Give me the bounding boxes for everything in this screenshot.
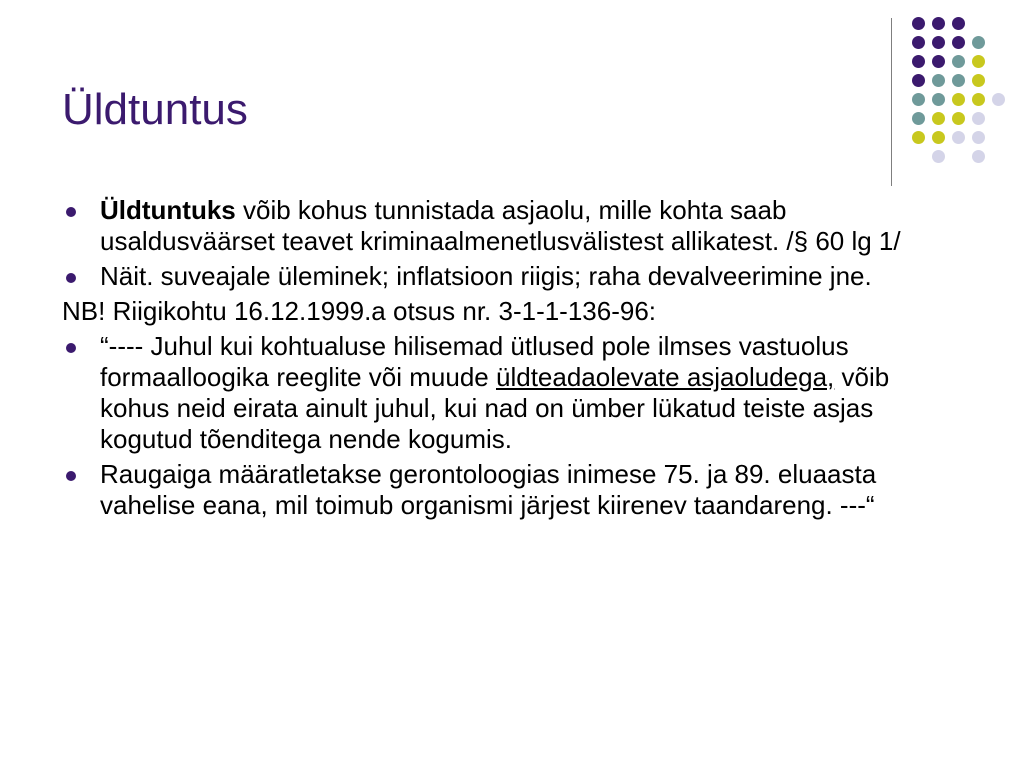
decorative-dot: [932, 150, 945, 163]
bullet-item: [62, 331, 962, 455]
decorative-dot: [932, 17, 945, 30]
decorative-dot: [952, 93, 965, 106]
bullet-icon: [66, 343, 76, 353]
decorative-dot: [952, 55, 965, 68]
bullet-icon: [66, 471, 76, 481]
bullet-icon: [66, 207, 76, 217]
bold-term: Üldtuntuks: [100, 195, 236, 225]
quote-text-start: “---- Juhul kui kohtualuse hilisemad ütlused pole ilmses vastuolus formaalloogika reeglite või muude: [100, 331, 849, 392]
decorative-dot: [912, 17, 925, 30]
bullet-item: [62, 195, 962, 257]
decorative-dot: [952, 131, 965, 144]
decorative-dot: [912, 74, 925, 87]
bullet-text: Näit. suveajale üleminek; inflatsioon riigis; raha devalveerimine jne.: [100, 261, 872, 291]
slide-body: [62, 195, 962, 525]
decorative-dot: [972, 93, 985, 106]
decorative-dot: [972, 55, 985, 68]
decorative-dot: [972, 131, 985, 144]
decorative-dot: [952, 36, 965, 49]
decorative-dot: [932, 55, 945, 68]
decorative-dot: [932, 74, 945, 87]
decorative-dot: [932, 131, 945, 144]
decorative-dot: [952, 74, 965, 87]
quote-text-end: võib kohus neid eirata ainult juhul, kui nad on ümber lükatud teiste asjas kogutud tõenditega nende kogumis.: [100, 362, 890, 454]
bullet-text: Raugaiga määratletakse gerontoloogias inimese 75. ja 89. eluaasta vahelise eana, mil toimub organismi järjest kiirenev taandareng. ---“: [100, 459, 877, 520]
note-text: NB! Riigikohtu 16.12.1999.a otsus nr. 3-1-1-136-96:: [62, 296, 657, 326]
decorative-dot: [952, 112, 965, 125]
decorative-dot: [912, 55, 925, 68]
decorative-dot: [952, 17, 965, 30]
decorative-dot: [972, 150, 985, 163]
note-line: [62, 296, 962, 327]
decorative-dot: [932, 93, 945, 106]
decorative-dot: [932, 112, 945, 125]
bullet-item: [62, 261, 962, 292]
decorative-dot: [972, 36, 985, 49]
decorative-dot: [912, 131, 925, 144]
decorative-dot: [912, 112, 925, 125]
bullet-text: võib kohus tunnistada asjaolu, mille kohta saab usaldusväärset teavet kriminaalmenetlusvälistest allikatest. /§ 60 lg 1/: [100, 195, 901, 256]
decorative-dot: [972, 74, 985, 87]
underlined-phrase: üldteadaolevate asjaoludega,: [496, 362, 835, 392]
bullet-icon: [66, 273, 76, 283]
decorative-dot: [932, 36, 945, 49]
slide-title: Üldtuntus: [62, 85, 248, 134]
decorative-dot: [992, 93, 1005, 106]
divider-line: [891, 18, 892, 186]
bullet-item: [62, 459, 962, 521]
decorative-dot: [912, 36, 925, 49]
decorative-dot: [912, 93, 925, 106]
decorative-dot: [972, 112, 985, 125]
